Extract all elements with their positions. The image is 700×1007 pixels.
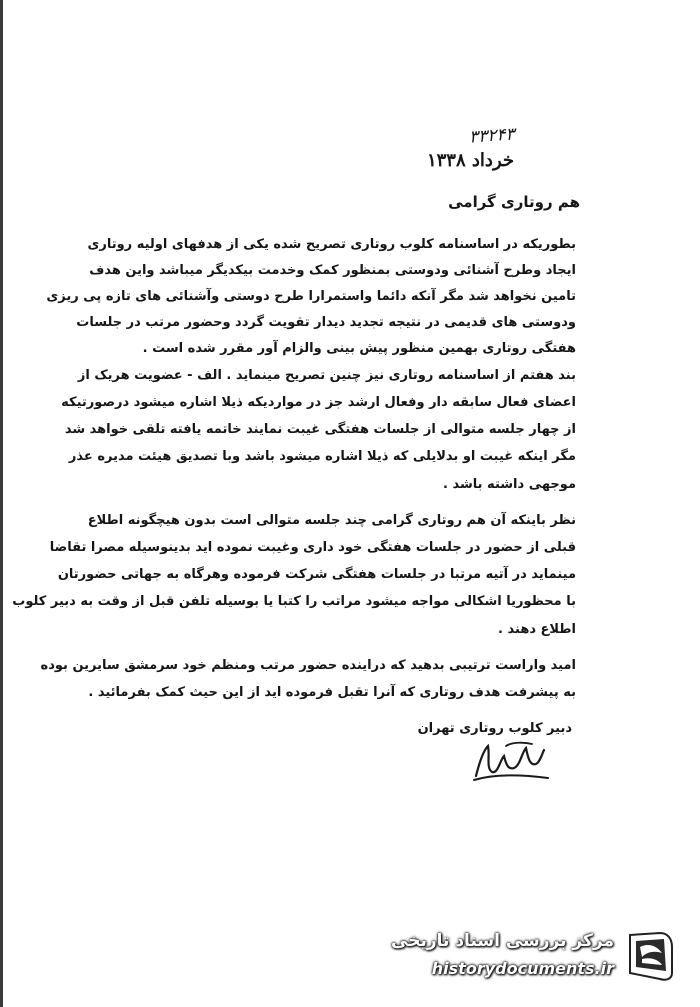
body-line: با محظوریا اشکالی مواجه میشود مراتب را کتبا یا بوسیله تلفن قبل از وقت به دبیر کلوب [12,594,576,609]
salutation: هم روتاری گرامی [448,193,580,211]
watermark [382,925,682,987]
body-line: موجهی داشته باشد . [443,477,576,492]
body-line: مینماید در آتیه مرتبا در جلسات هفتگی شرکت فرموده وهرگاه به جهاتی حضورتان [57,567,576,582]
scan-edge [0,0,3,1007]
signature-icon [470,738,552,784]
body-line: اطلاع دهند . [498,622,576,637]
handwritten-number: ۳۳۲۴۳ [468,124,516,148]
body-line: ایجاد وطرح آشنائی ودوستی بمنظور کمک وخدمت بیکدیگر میباشد واین هدف [89,263,576,278]
watermark-logo-icon [620,929,676,983]
watermark-title: مرکز بررسی اسناد تاریخی [391,931,614,951]
body-line: اعضای فعال سابقه دار وفعال ارشد جز در مواردیکه ذیلا اشاره میشود درصورتیکه [61,395,576,410]
body-line: امید واراست ترتیبی بدهید که دراینده حضور مرتب ومنظم خود سرمشق سایرین بوده [40,658,576,673]
body-line: بند هفتم از اساسنامه روتاری نیز چنین تصریح مینماید . الف - عضویت هریک از [77,368,576,383]
watermark-url: historydocuments.ir [431,959,614,978]
body-line: بطوریکه در اساسنامه کلوب روتاری تصریح شده یکی از هدفهای اولیه روتاری [87,237,576,252]
body-line: مگر اینکه غیبت او بدلایلی که ذیلا اشاره میشود باشد وبا تصدیق هیئت مدیره عذر [68,449,576,464]
body-line: ودوستی های قدیمی در نتیجه تجدید دیدار تقویت گردد وحضور مرتب در جلسات [76,315,576,330]
body-line: تامین نخواهد شد مگر آنکه دائما واستمرارا طرح دوستی وآشنائی های تازه پی ریزی [46,289,576,304]
body-line: از چهار جلسه متوالی از جلسات هفتگی غیبت نمایند خاتمه یافته تلقی خواهد شد [64,422,576,437]
body-line: هفتگی روتاری بهمین منظور پیش بینی والزام آور مقرر شده است . [142,341,576,356]
letter-date: خرداد ۱۳۳۸ [426,150,514,171]
signature-label: دبیر کلوب روتاری تهران [417,721,572,736]
body-line: به پیشرفت هدف روتاری که آنرا تقبل فرموده اید از این حیث کمک بفرمائید . [88,685,576,700]
body-line: قبلی از حضور در جلسات هفتگی خود داری وغیبت نموده اید بدینوسیله مصرا تقاضا [49,540,576,555]
body-line: نظر باینکه آن هم روتاری گرامی چند جلسه متوالی است بدون هیچگونه اطلاع [87,513,576,528]
